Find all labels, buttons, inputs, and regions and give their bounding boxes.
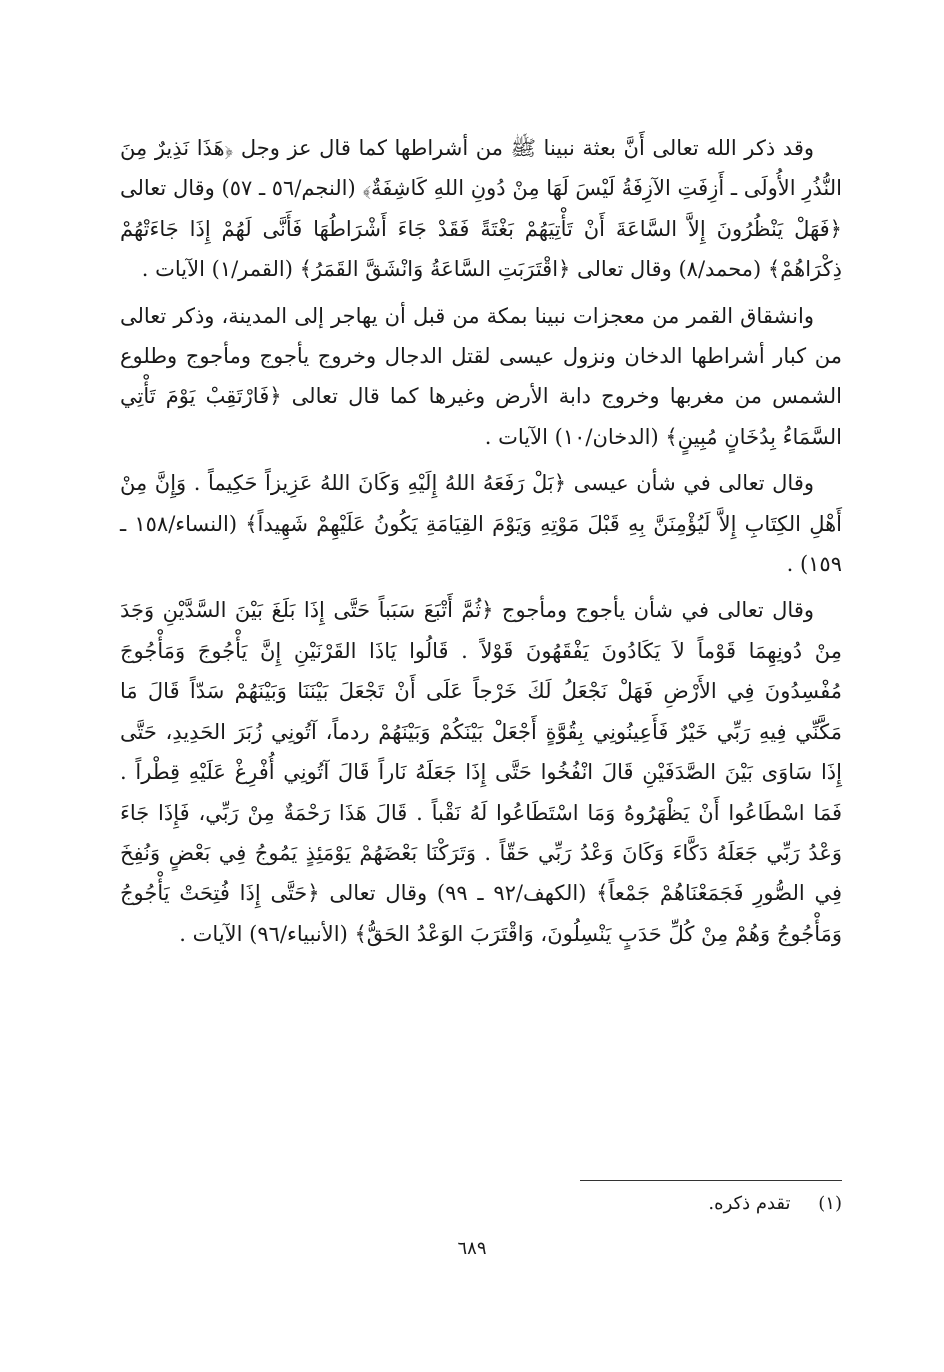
paragraph-2: وانشقاق القمر من معجزات نبينا بمكة من قبل أن يهاجر إلى المدينة، وذكر تعالى من كبار أشراطها الدخان ونزول عيسى لقتل الدجال وخروج يأجوج ومأجوج وطلوع الشمس من مغربها وخروج دابة الأرض وغيرها كما قال تعالى ﴿فَارْتَقِبْ يَوْمَ تَأْتِي السَّمَاءُ بِدُخَانٍ مُبِينٍ﴾ (الدخان/١٠) الآيات . xyxy=(120,303,842,449)
page-number: ٦٨٩ xyxy=(457,1238,487,1259)
paragraph-4: وقال تعالى في شأن يأجوج ومأجوج ﴿ثُمَّ أَتْبَعَ سَبَباً حَتَّى إِذَا بَلَغَ بَيْنَ السَّدَّيْنِ وَجَدَ مِنْ دُونِهِمَا قَوْماً لاَ يَكَادُونَ يَفْقَهُونَ قَوْلاً . قَالُوا يَاذَا القَرْنَيْنِ إِنَّ يَأْجُوجَ وَمَأْجُوجَ مُفْسِدُونَ فِي الأَرْضِ فَهَلْ نَجْعَلُ لَكَ خَرْجاً عَلَى أَنْ تَجْعَلَ بَيْنَنَا وَبَيْنَهُمْ سَدّاً قَالَ مَا مَكَّنِّي فِيهِ رَبِّي خَيْرٌ فَأَعِينُونِي بِقُوَّةٍ أَجْعَلْ بَيْنَكُمْ وَبَيْنَهُمْ ردماً، آتُونِي زُبَرَ الحَدِيدِ، حَتَّى إِذَا سَاوَى بَيْنَ الصَّدَفَيْنِ قَالَ انْفُخُوا حَتَّى إِذَا جَعَلَهُ نَاراً قَالَ آتُونِي أُفْرِغْ عَلَيْهِ قِطْراً . فَمَا اسْطَاعُوا أَنْ يَظْهَرُوهُ وَمَا اسْتَطَاعُوا لَهُ نَقْباً . قَالَ هَذَا رَحْمَةٌ مِنْ رَبِّي، فَإِذَا جَاءَ وَعْدُ رَبِّي جَعَلَهُ دَكَّاءَ وَكَانَ وَعْدُ رَبِّي حَقّاً . وَتَرَكْنَا بَعْضَهُمْ يَوْمَئِذٍ يَمُوجُ فِي بَعْضٍ وَنُفِخَ فِي الصُّورِ فَجَمَعْنَاهُمْ جَمْعاً﴾ (الكهف/٩٢ ـ ٩٩) وقال تعالى ﴿حَتَّى إِذَا فُتِحَتْ يَأْجُوجُ وَمَأْجُوجُ وَهُمْ مِنْ كُلِّ حَدَبٍ يَنْسِلُونَ، وَاقْتَرَبَ الوَعْدُ الحَقُّ﴾ (الأنبياء/٩٦) الآيات . xyxy=(120,598,842,946)
footnote-number: (١) xyxy=(818,1193,842,1214)
footnote-divider xyxy=(580,1180,842,1181)
footnote xyxy=(560,1190,842,1218)
main-text xyxy=(120,128,842,960)
paragraph-1: وقد ذكر الله تعالى أَنَّ بعثة نبينا ﷺ من أشراطها كما قال عز وجل ﴿هَذَا نَذِيرٌ مِنَ النُّذُرِ الأُولَى ـ أَزِفَتِ الآزِفَةُ لَيْسَ لَهَا مِنْ دُونِ اللهِ كَاشِفَةٌ﴾ (النجم/٥٦ ـ ٥٧) وقال تعالى ﴿فَهَلْ يَنْظُرُونَ إِلاَّ السَّاعَةَ أَنْ تَأْتِيَهُمْ بَغْتَةً فَقَدْ جَاءَ أَشْرَاطُهَا فَأَنَّى لَهُمْ إِذَا جَاءَتْهُمْ ذِكْرَاهُمْ﴾ (محمد/٨) وقال تعالى ﴿اقْتَرَبَتِ السَّاعَةُ وَانْشَقَّ القَمَرُ﴾ (القمر/١) الآيات . xyxy=(120,136,842,282)
paragraph-3: وقال تعالى في شأن عيسى ﴿بَلْ رَفَعَهُ اللهُ إِلَيْهِ وَكَانَ اللهُ عَزِيزاً حَكِيماً . وَإِنَّ مِنْ أَهْلِ الكِتَابِ إِلاَّ لَيُؤْمِنَنَّ بِهِ قَبْلَ مَوْتِهِ وَيَوْمَ القِيَامَةِ يَكُونُ عَلَيْهِمْ شَهِيداً﴾ (النساء/١٥٨ ـ ١٥٩) . xyxy=(120,471,843,577)
footnote-text: تقدم ذكره. xyxy=(708,1193,791,1214)
